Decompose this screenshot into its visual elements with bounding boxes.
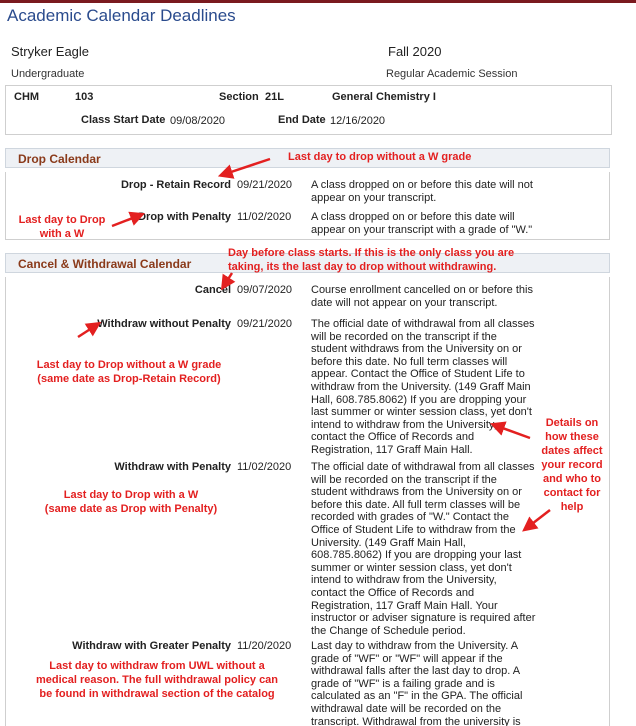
withdraw-greater-penalty-label: Withdraw with Greater Penalty	[72, 640, 231, 652]
page-title: Academic Calendar Deadlines	[7, 6, 236, 25]
drop-retain-date: 09/21/2020	[237, 179, 293, 191]
withdrawal-calendar-title: Cancel & Withdrawal Calendar	[18, 257, 192, 271]
withdraw-no-penalty-desc: The official date of withdrawal from all classes will be recorded on the transcript if the student withdraws from the University on or before this date. No full term classes will appear. Contact the Office of Student Life to withdraw from the University. (149 Graff Main Hall, 608.785.8062) If you are dropping your last summer or winter session class, yet don't intend to withdraw from the University, contact the Office of Records and Registration, 117 Graff Main Hall.	[311, 318, 535, 456]
withdraw-penalty-label: Withdraw with Penalty	[114, 461, 231, 473]
term: Fall 2020	[388, 44, 442, 59]
class-subject: CHM	[14, 91, 40, 103]
class-catalog: 103	[75, 91, 94, 103]
drop-retain-label: Drop - Retain Record	[120, 179, 231, 191]
session: Regular Academic Session	[386, 68, 518, 80]
annotation-greater-penalty: Last day to withdraw from UWL without a medical reason. The full withdrawal policy can be found in withdrawal section of the catalog	[35, 660, 279, 700]
top-accent-bar	[0, 0, 636, 3]
drop-penalty-label: Drop with Penalty	[138, 211, 231, 223]
annotation-details: Details on how these dates affect your record and who to contact for help	[541, 417, 603, 513]
withdraw-penalty-date: 11/02/2020	[237, 461, 292, 473]
withdraw-no-penalty-date: 09/21/2020	[237, 318, 293, 330]
annotation-drop-penalty: Last day to Drop with a W	[18, 214, 106, 240]
withdraw-greater-penalty-date: 11/20/2020	[237, 640, 292, 652]
course-title: General Chemistry I	[332, 91, 436, 103]
class-section: 21L	[265, 91, 284, 103]
class-info-box	[5, 85, 612, 135]
start-date: 09/08/2020	[170, 115, 226, 127]
drop-retain-desc: A class dropped on or before this date will not appear on your transcript.	[311, 179, 533, 204]
cancel-date: 09/07/2020	[237, 284, 293, 296]
section-label: Section	[219, 91, 259, 103]
start-date-label: Class Start Date	[81, 114, 166, 126]
student-career: Undergraduate	[11, 68, 85, 80]
annotation-withdraw-no-penalty: Last day to Drop without a W grade (same date as Drop-Retain Record)	[36, 359, 222, 385]
annotation-cancel: Day before class starts. If this is the only class you are taking, its the last day to drop without withdrawing.	[228, 247, 515, 273]
withdraw-no-penalty-label: Withdraw without Penalty	[97, 318, 231, 330]
withdraw-penalty-desc: The official date of withdrawal from all classes will be recorded on the transcript if the student withdraws from the University on or before this date. All full term classes will be recorded with grades of "W." Contact the Office of Student Life to withdraw from the University. (149 Graff Main Hall, 608.785.8062) If you are dropping your last summer or winter session class, yet don't intend to withdraw from the University, contact the Office of Records and Registration, 117 Graff Main Hall. Your instructor or adviser signature is required after the Change of Schedule period.	[311, 461, 536, 637]
annotation-withdraw-penalty: Last day to Drop with a W (same date as Drop with Penalty)	[44, 489, 218, 515]
annotation-drop-retain: Last day to drop without a W grade	[288, 151, 472, 163]
drop-penalty-desc: A class dropped on or before this date will appear on your transcript with a grade of "W."	[311, 211, 533, 236]
cancel-label: Cancel	[194, 284, 231, 296]
end-date: 12/16/2020	[330, 115, 386, 127]
drop-penalty-date: 11/02/2020	[237, 211, 292, 223]
end-date-label: End Date	[278, 114, 326, 126]
student-name: Stryker Eagle	[11, 44, 90, 59]
withdraw-greater-penalty-desc: Last day to withdraw from the University. A grade of "WF" or "WF" will appear if the withdrawal falls after the last day to drop. A grade of "WF" is a failing grade and is calculated as an "F" in the GPA. The official withdrawal date will be recorded on the transcript. Withdrawal from the university is	[311, 640, 523, 726]
drop-calendar-title: Drop Calendar	[18, 152, 101, 166]
cancel-desc: Course enrollment cancelled on or before this date will not appear on your transcript.	[311, 284, 533, 309]
